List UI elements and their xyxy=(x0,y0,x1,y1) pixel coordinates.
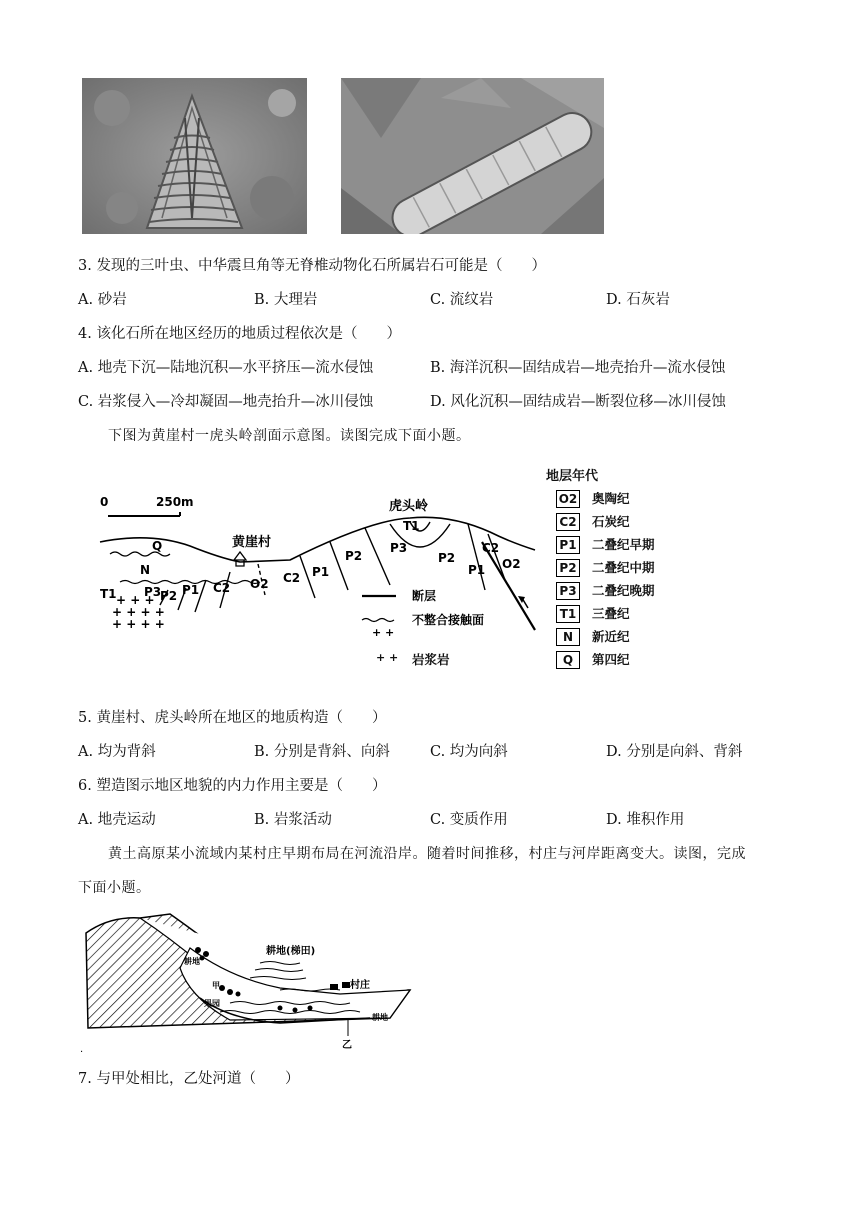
legend-code: N xyxy=(556,628,580,646)
svg-text:P3: P3 xyxy=(144,585,162,599)
q5-option-a[interactable]: A. 均为背斜 xyxy=(78,744,156,760)
q6-stem: 6. 塑造图示地区地貌的内力作用主要是（ ） xyxy=(78,778,387,794)
svg-text:T1: T1 xyxy=(403,519,420,533)
legend-name: 二叠纪晚期 xyxy=(592,583,655,598)
svg-text:P2: P2 xyxy=(438,551,456,565)
scale-zero: 0 xyxy=(100,495,109,509)
legend-title: 地层年代 xyxy=(546,469,599,484)
village-label: 黄崖村 xyxy=(232,535,272,550)
svg-text:P1: P1 xyxy=(182,583,200,597)
svg-text:P1: P1 xyxy=(312,565,330,579)
strata-legend xyxy=(556,490,676,680)
legend-name: 新近纪 xyxy=(592,629,630,644)
svg-text:.: . xyxy=(80,1044,84,1055)
key-fault: 断层 xyxy=(412,589,437,603)
svg-text:P3: P3 xyxy=(390,541,408,555)
legend-code: P1 xyxy=(556,536,580,554)
legend-code: O2 xyxy=(556,490,580,508)
q5-option-d[interactable]: D. 分别是向斜、背斜 xyxy=(606,744,743,760)
q5-option-c[interactable]: C. 均为向斜 xyxy=(430,744,508,760)
svg-text:果园: 果园 xyxy=(204,999,220,1008)
legend-name: 二叠纪中期 xyxy=(592,560,655,575)
legend-code: T1 xyxy=(556,605,580,623)
q3-option-b[interactable]: B. 大理岩 xyxy=(254,292,318,308)
key-magma: 岩浆岩 xyxy=(412,652,450,667)
legend-name: 石炭纪 xyxy=(592,514,630,529)
q5-stem: 5. 黄崖村、虎头岭所在地区的地质构造（ ） xyxy=(78,710,387,726)
q6-option-d[interactable]: D. 堆积作用 xyxy=(606,812,685,828)
svg-text:T1: T1 xyxy=(100,587,117,601)
svg-text:耕地(梯田): 耕地(梯田) xyxy=(266,946,316,957)
q3-stem: 3. 发现的三叶虫、中华震旦角等无脊椎动物化石所属岩石可能是（ ） xyxy=(78,258,546,274)
legend-name: 二叠纪早期 xyxy=(592,537,655,552)
q6-option-a[interactable]: A. 地壳运动 xyxy=(78,812,156,828)
q4-stem: 4. 该化石所在地区经历的地质过程依次是（ ） xyxy=(78,326,401,342)
q5-option-b[interactable]: B. 分别是背斜、向斜 xyxy=(254,744,390,760)
svg-text:C2: C2 xyxy=(213,581,231,595)
svg-text:+ +: + + xyxy=(372,626,395,639)
q7-stem: 7. 与甲处相比，乙处河道（ ） xyxy=(78,1071,300,1087)
svg-text:Q: Q xyxy=(152,539,163,553)
cross-section-diagram xyxy=(90,480,540,640)
legend-code: P2 xyxy=(556,559,580,577)
intro-diagram2-line1: 黄土高原某小流域内某村庄早期布局在河流沿岸。随着时间推移，村庄与河岸距离变大。读图，完成 xyxy=(108,846,746,862)
q3-option-a[interactable]: A. 砂岩 xyxy=(78,292,127,308)
svg-text:P2: P2 xyxy=(345,549,363,563)
trilobite-fossil-photo xyxy=(82,78,307,234)
legend-name: 奥陶纪 xyxy=(592,491,630,506)
q6-option-c[interactable]: C. 变质作用 xyxy=(430,812,508,828)
cephalopod-fossil-photo xyxy=(341,78,604,234)
svg-text:村庄: 村庄 xyxy=(350,980,370,991)
loess-valley-diagram xyxy=(80,908,420,1058)
svg-text:C2: C2 xyxy=(283,571,301,585)
svg-text:+ + + +: + + + + xyxy=(112,617,165,631)
q4-option-d[interactable]: D. 风化沉积—固结成岩—断裂位移—冰川侵蚀 xyxy=(430,394,726,410)
svg-text:+ + + +: + + + + xyxy=(112,605,165,619)
svg-text:耕地: 耕地 xyxy=(372,1013,388,1022)
svg-text:C2: C2 xyxy=(482,541,500,555)
svg-text:乙: 乙 xyxy=(342,1040,352,1051)
svg-text:+ + +: + + + xyxy=(116,593,155,607)
legend-code: Q xyxy=(556,651,580,669)
q4-option-b[interactable]: B. 海洋沉积—固结成岩—地壳抬升—流水侵蚀 xyxy=(430,360,726,376)
legend-code: P3 xyxy=(556,582,580,600)
svg-text:耕地: 耕地 xyxy=(184,957,200,966)
svg-text:N: N xyxy=(140,563,151,577)
intro-diagram1: 下图为黄崖村一虎头岭剖面示意图。读图完成下面小题。 xyxy=(108,428,471,444)
legend-code: C2 xyxy=(556,513,580,531)
svg-text:O2: O2 xyxy=(250,577,269,591)
scale-label: 250m xyxy=(156,495,194,509)
q4-option-c[interactable]: C. 岩浆侵入—冷却凝固—地壳抬升—冰川侵蚀 xyxy=(78,394,374,410)
q3-option-d[interactable]: D. 石灰岩 xyxy=(606,292,670,308)
key-unconformity: 不整合接触面 xyxy=(412,613,485,627)
legend-name: 第四纪 xyxy=(592,652,630,667)
legend-name: 三叠纪 xyxy=(592,606,630,621)
svg-text:P2: P2 xyxy=(160,589,178,603)
svg-text:甲: 甲 xyxy=(212,981,220,990)
peak-label: 虎头岭 xyxy=(389,499,429,514)
svg-text:O2: O2 xyxy=(502,557,521,571)
intro-diagram2-line2: 下面小题。 xyxy=(78,880,151,896)
q3-option-c[interactable]: C. 流纹岩 xyxy=(430,292,494,308)
q4-option-a[interactable]: A. 地壳下沉—陆地沉积—水平挤压—流水侵蚀 xyxy=(78,360,374,376)
svg-text:P1: P1 xyxy=(468,563,486,577)
q6-option-b[interactable]: B. 岩浆活动 xyxy=(254,812,332,828)
